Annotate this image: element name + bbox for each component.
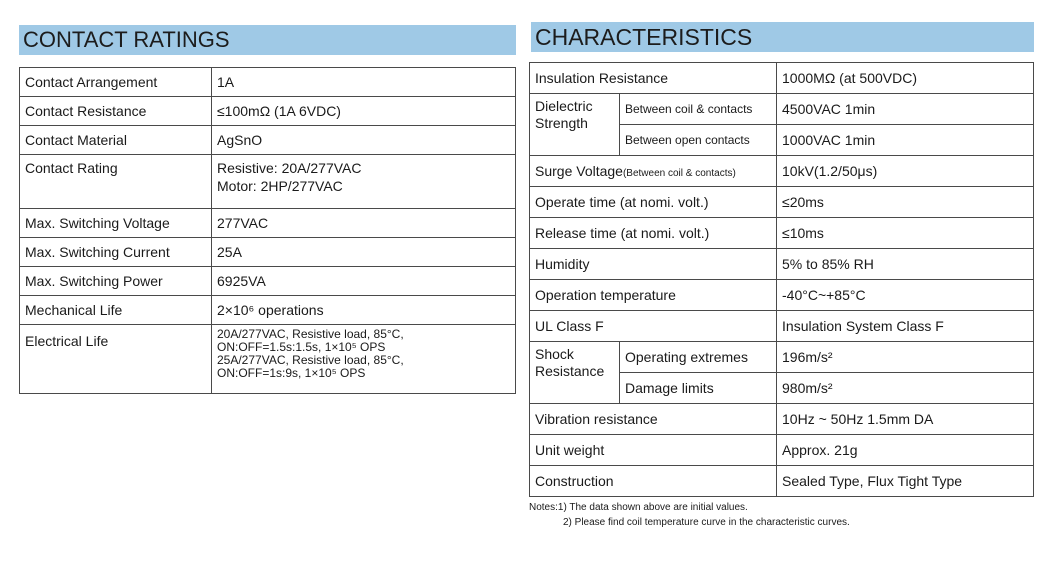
row-value: -40°C~+85°C <box>777 280 1034 311</box>
surge-label: Surge Voltage <box>535 163 623 179</box>
row-value <box>212 155 516 209</box>
notes <box>529 500 850 530</box>
row-value: 6925VA <box>212 267 516 296</box>
rating-line: Resistive: 20A/277VAC <box>217 160 362 176</box>
row-value: 4500VAC 1min <box>777 94 1034 125</box>
table-row <box>530 311 1034 342</box>
table-row <box>20 68 516 97</box>
table-row <box>530 187 1034 218</box>
row-value: 10kV(1.2/50μs) <box>777 156 1034 187</box>
table-row <box>530 280 1034 311</box>
row-label: Unit weight <box>530 435 777 466</box>
table-row <box>530 94 1034 125</box>
table-row <box>20 155 516 209</box>
table-row <box>530 249 1034 280</box>
characteristics-title: CHARACTERISTICS <box>531 22 1034 52</box>
table-row <box>530 404 1034 435</box>
row-label: Vibration resistance <box>530 404 777 435</box>
row-value: Insulation System Class F <box>777 311 1034 342</box>
table-row <box>530 218 1034 249</box>
sub-label: Between open contacts <box>620 125 777 156</box>
row-value: 196m/s² <box>777 342 1034 373</box>
row-label: Release time (at nomi. volt.) <box>530 218 777 249</box>
rating-line: Motor: 2HP/277VAC <box>217 178 343 194</box>
row-value: 10Hz ~ 50Hz 1.5mm DA <box>777 404 1034 435</box>
row-label: Mechanical Life <box>20 296 212 325</box>
table-row <box>530 156 1034 187</box>
row-value: 25A <box>212 238 516 267</box>
row-value: 1A <box>212 68 516 97</box>
row-label: Humidity <box>530 249 777 280</box>
electrical-life-line: ON:OFF=1s:9s, 1×10⁵ OPS <box>217 366 366 380</box>
row-label: Contact Material <box>20 126 212 155</box>
electrical-life-line: 20A/277VAC, Resistive load, 85°C, <box>217 327 404 341</box>
sub-label: Between coil & contacts <box>620 94 777 125</box>
note-line: 2) Please find coil temperature curve in the characteristic curves. <box>563 517 850 528</box>
group-label: Shock Resistance <box>530 342 620 404</box>
row-label: Insulation Resistance <box>530 63 777 94</box>
table-row <box>530 435 1034 466</box>
group-label: Dielectric Strength <box>530 94 620 156</box>
table-row <box>20 325 516 394</box>
note-line: Notes:1) The data shown above are initial values. <box>529 502 748 513</box>
row-value: 1000MΩ (at 500VDC) <box>777 63 1034 94</box>
row-value: ≤10ms <box>777 218 1034 249</box>
table-row <box>530 466 1034 497</box>
row-value: 2×10⁶ operations <box>212 296 516 325</box>
table-row <box>20 97 516 126</box>
row-value: 5% to 85% RH <box>777 249 1034 280</box>
row-value <box>212 325 516 394</box>
table-row <box>20 209 516 238</box>
surge-sublabel: (Between coil & contacts) <box>622 168 736 179</box>
table-row <box>530 342 1034 373</box>
row-value: 980m/s² <box>777 373 1034 404</box>
row-label: Electrical Life <box>20 325 212 394</box>
row-label: Contact Rating <box>20 155 212 209</box>
row-label: Contact Arrangement <box>20 68 212 97</box>
contact-ratings-table <box>19 67 516 394</box>
table-row <box>530 63 1034 94</box>
row-label: Max. Switching Voltage <box>20 209 212 238</box>
sub-label: Damage limits <box>620 373 777 404</box>
table-row <box>20 296 516 325</box>
row-label: Operate time (at nomi. volt.) <box>530 187 777 218</box>
table-row <box>20 267 516 296</box>
table-row <box>20 126 516 155</box>
electrical-life-line: 25A/277VAC, Resistive load, 85°C, <box>217 353 404 367</box>
table-row <box>20 238 516 267</box>
row-value: 277VAC <box>212 209 516 238</box>
row-label: Operation temperature <box>530 280 777 311</box>
row-label: Construction <box>530 466 777 497</box>
row-value: Approx. 21g <box>777 435 1034 466</box>
row-label <box>530 156 777 187</box>
row-label: Contact Resistance <box>20 97 212 126</box>
row-label: Max. Switching Current <box>20 238 212 267</box>
row-value: Sealed Type, Flux Tight Type <box>777 466 1034 497</box>
row-value: ≤20ms <box>777 187 1034 218</box>
row-label: Max. Switching Power <box>20 267 212 296</box>
row-value: ≤100mΩ (1A 6VDC) <box>212 97 516 126</box>
row-label: UL Class F <box>530 311 777 342</box>
row-value: 1000VAC 1min <box>777 125 1034 156</box>
sub-label: Operating extremes <box>620 342 777 373</box>
row-value: AgSnO <box>212 126 516 155</box>
contact-ratings-title: CONTACT RATINGS <box>19 25 516 55</box>
characteristics-table <box>529 62 1034 497</box>
electrical-life-line: ON:OFF=1.5s:1.5s, 1×10⁵ OPS <box>217 340 386 354</box>
